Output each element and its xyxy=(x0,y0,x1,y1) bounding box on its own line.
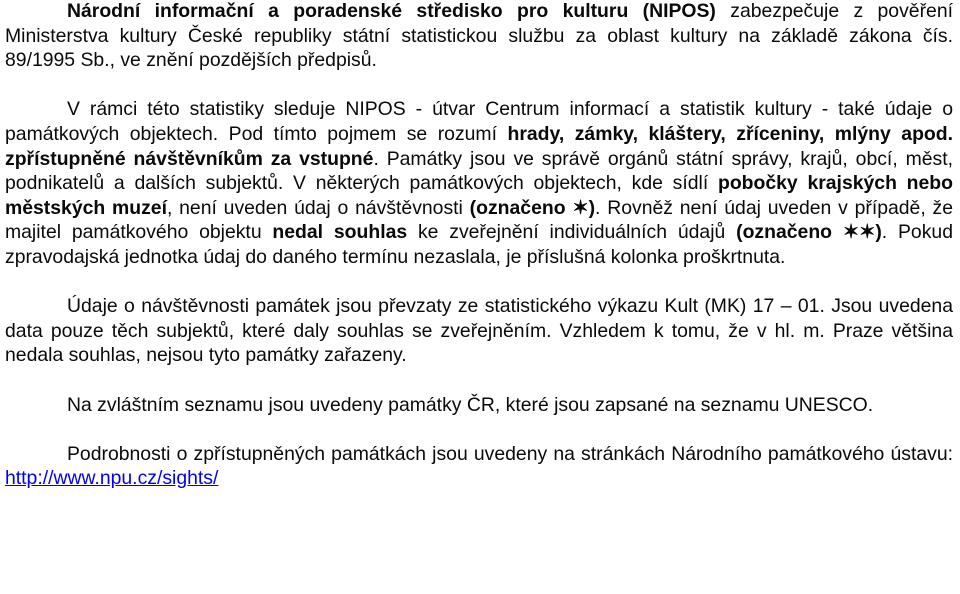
intro-text: zabezpečuje z pověření Ministerstva kultury České republiky státní statistickou službu za oblast kultury na základě zákona čís. 89/1995 Sb., ve znění pozdějších předpisů. xyxy=(5,0,953,72)
unesco-text: Na zvláštním seznamu jsou uvedeny památky ČR, které jsou zapsané na seznamu UNESCO. xyxy=(67,393,874,416)
nipos-name: Národní informační a poradenské středisko pro kulturu (NIPOS) xyxy=(67,0,716,22)
no-consent: nedal souhlas xyxy=(272,221,408,244)
npu-text: Podrobnosti o zpřístupněných památkách jsou uvedeny na stránkách Národního památkového ústavu: xyxy=(67,442,953,465)
paragraph-nipos-intro xyxy=(5,0,953,73)
scope-text-5: ke zveřejnění individuálních údajů xyxy=(407,221,737,244)
marked-label-1: (označeno xyxy=(469,196,573,219)
paragraph-unesco xyxy=(5,393,953,418)
scope-text-4: . Rovněž není údaj uveden v případě, že majitel památkového objektu xyxy=(5,196,953,244)
paragraph-npu-details xyxy=(5,442,953,491)
paragraph-data-source xyxy=(5,294,953,368)
data-source-text: Údaje o návštěvnosti památek jsou převzaty ze statistického výkazu Kult (MK) 17 – 01. Jsou uvedena data pouze těch subjektů, které daly souhlas se zveřejněním. Vzhledem k tomu, že v hl. m. Praze většina nedala souhlas, nejsou tyto památky zařazeny. xyxy=(5,295,953,367)
double-star-icon: ✶✶ xyxy=(842,221,876,244)
paragraph-statistics-scope xyxy=(5,97,953,269)
scope-text-3: , není uveden údaj o návštěvnosti xyxy=(166,196,470,219)
npu-sights-link[interactable]: http://www.npu.cz/sights/ xyxy=(5,467,219,490)
marked-label-2: (označeno xyxy=(736,221,843,244)
scope-text-6: . Pokud zpravodajská jednotka údaj do daného termínu nezaslala, je příslušná kolonka proškrtnuta. xyxy=(5,221,953,268)
star-icon: ✶ xyxy=(572,196,589,219)
marked-close-2: ) xyxy=(875,221,882,244)
museum-branches: pobočky krajských nebo městských muzeí xyxy=(5,172,953,219)
scope-text-2: . Památky jsou ve správě orgánů státní správy, krajů, obcí, měst, podnikatelů a dalších subjektů. V některých památkových objektech, kde sídlí xyxy=(5,147,953,195)
monument-types: hrady, zámky, kláštery, zříceniny, mlýny apod. zpřístupněné návštěvníkům za vstupné xyxy=(5,122,954,170)
scope-text-1: V rámci této statistiky sleduje NIPOS - útvar Centrum informací a statistik kultury - také údaje o památkových objektech. Pod tímto pojmem se rozumí xyxy=(5,98,953,145)
marked-close-1: ) xyxy=(588,196,596,219)
